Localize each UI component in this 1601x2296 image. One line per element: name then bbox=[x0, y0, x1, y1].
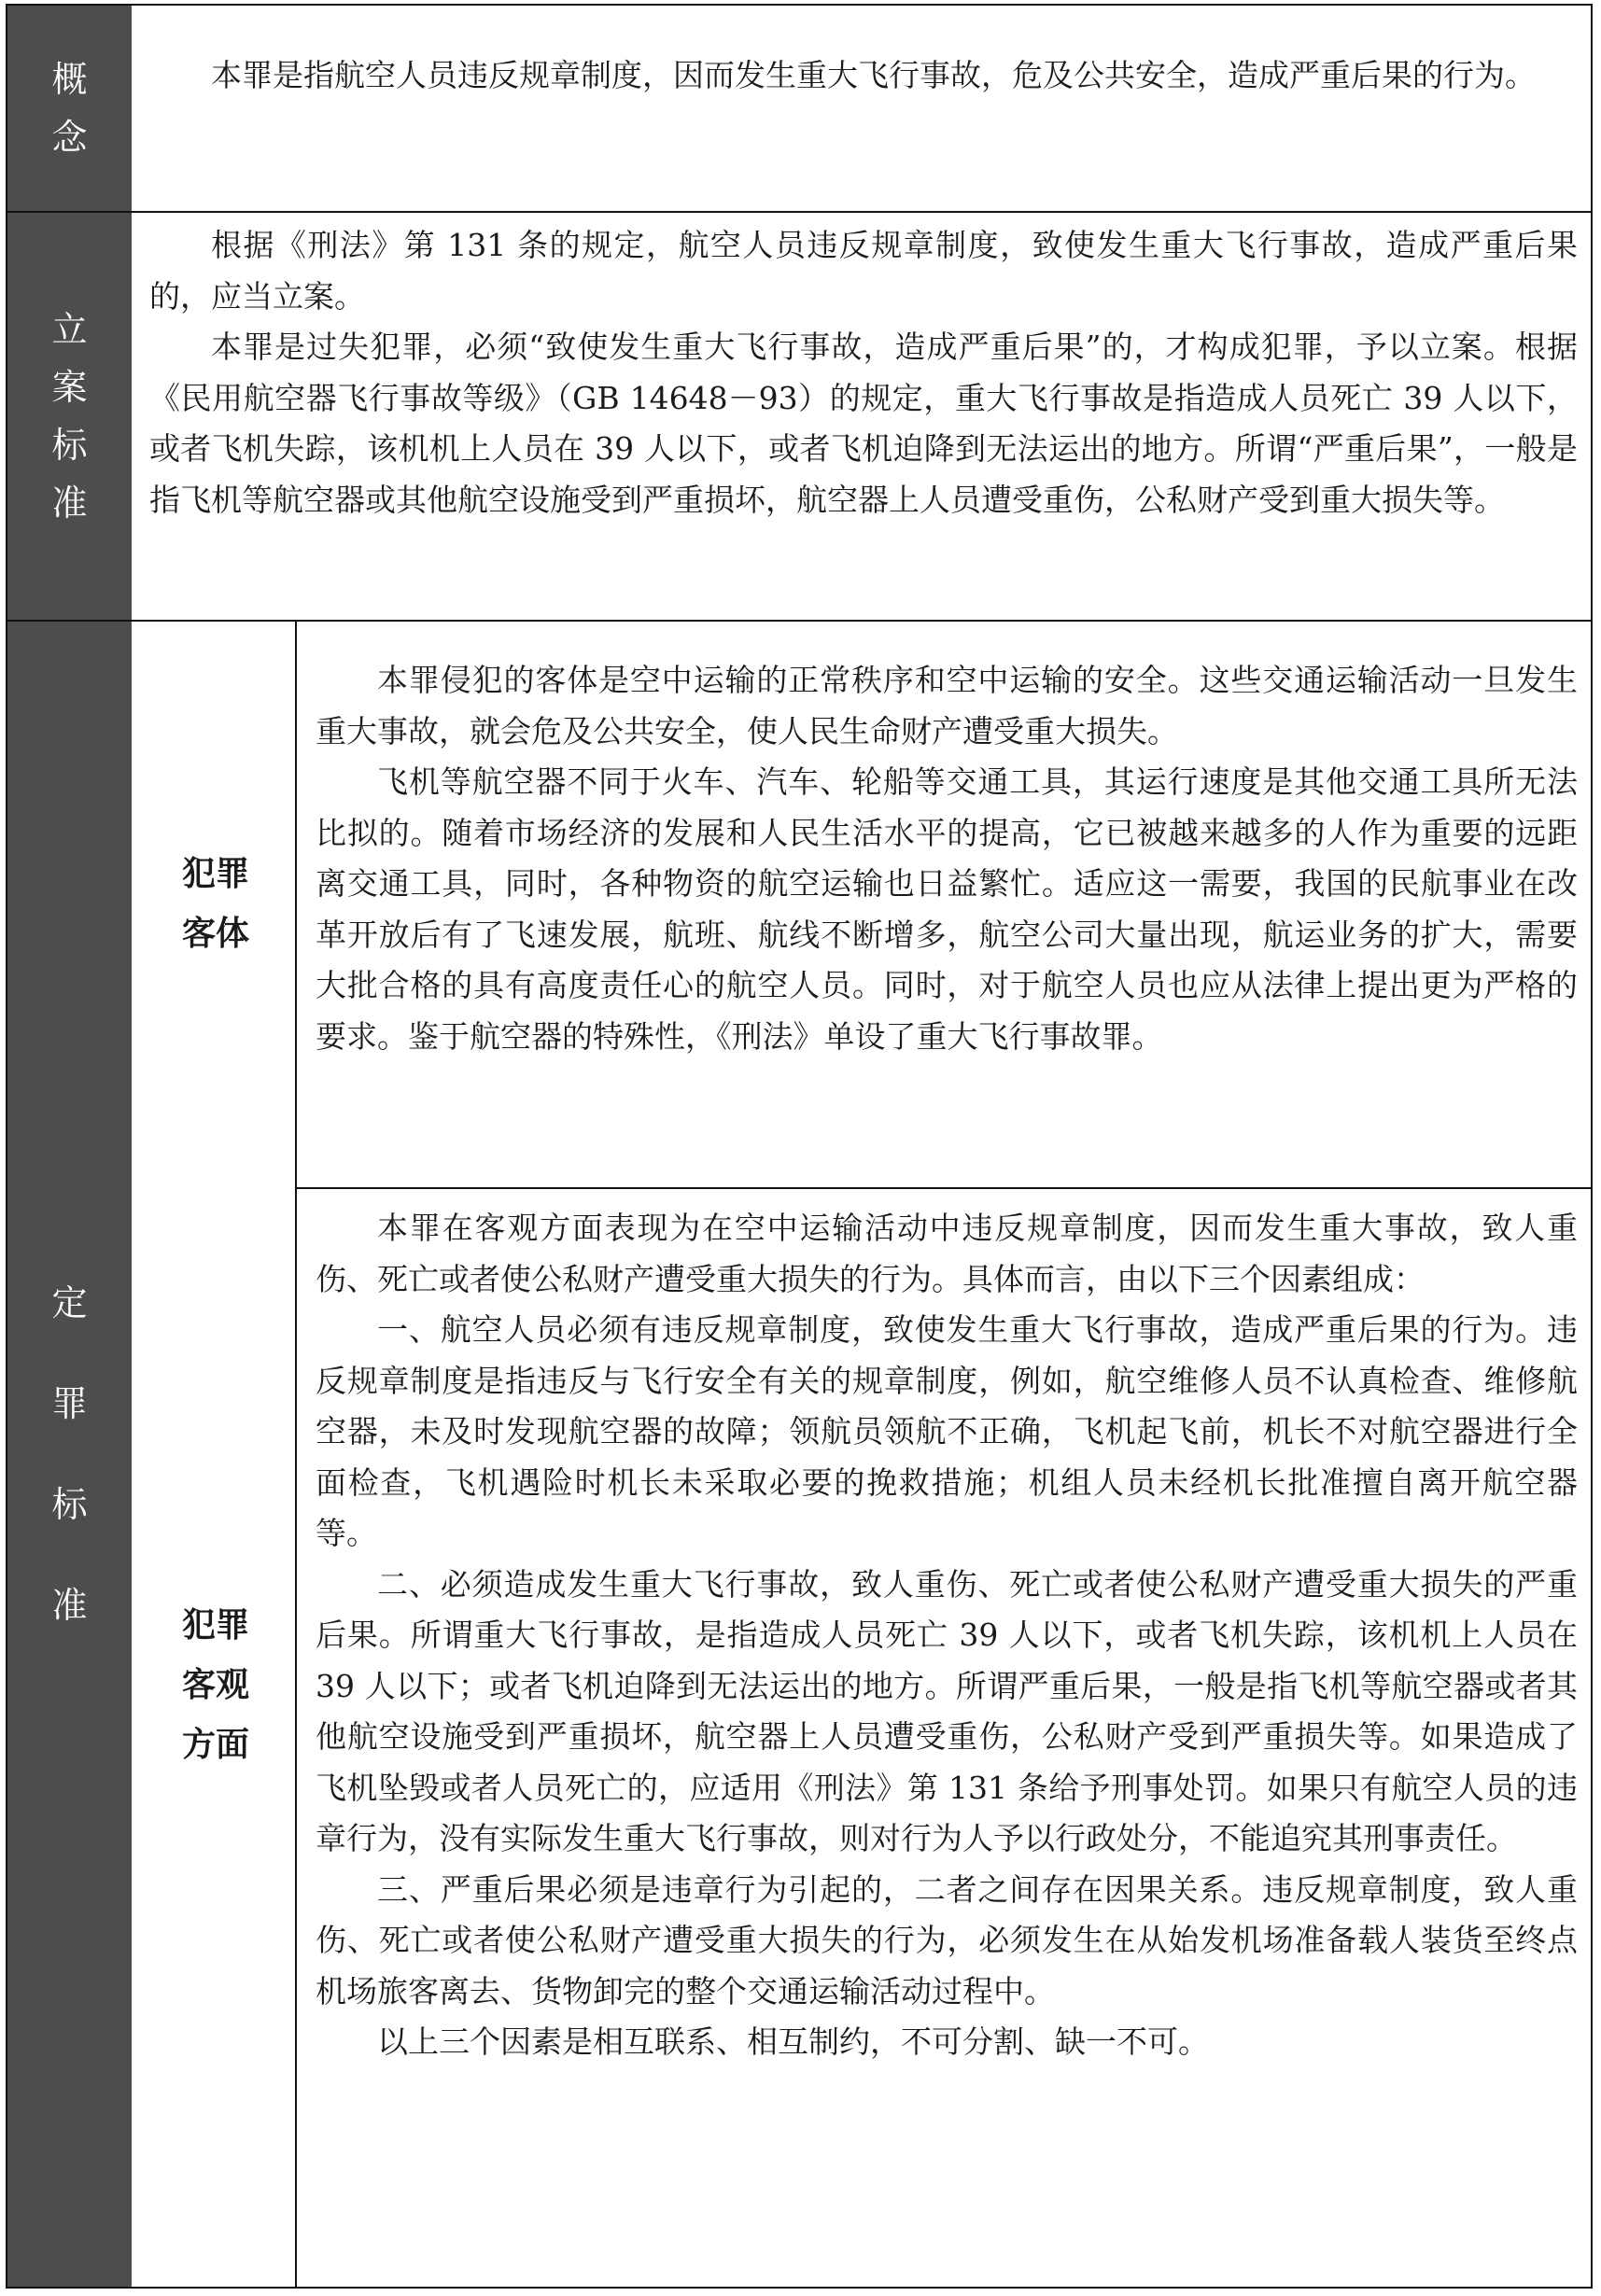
sublabel-chars bbox=[182, 1596, 249, 1775]
row-label-filing bbox=[7, 213, 132, 620]
sublabel-chars bbox=[182, 845, 249, 964]
sublabel-crime-object bbox=[133, 622, 298, 1187]
label-char: 准 bbox=[51, 1585, 88, 1626]
label-chars bbox=[51, 50, 87, 166]
sublabel-line: 犯罪 bbox=[181, 855, 249, 893]
paragraph: 本罪是指航空人员违反规章制度，因而发生重大飞行事故，危及公共安全，造成严重后果的行为。 bbox=[211, 57, 1536, 93]
crime-objective-content bbox=[316, 1203, 1578, 2068]
paragraph: 本罪是过失犯罪，必须“致使发生重大飞行事故，造成严重后果”的，才构成犯罪，予以立案。根据《民用航空器飞行事故等级》（GB 14648－93）的规定，重大飞行事故是指造成人员死亡 39 人以下，或者飞机失踪，该机机上人员在 39 人以下，或者飞机迫降到无法运出的地方。所谓“严重后果”，一般是指飞机等航空器或其他航空设施受到严重损坏，航空器上人员遭受重伤，公私财产受到重大损失等。 bbox=[149, 329, 1578, 518]
filing-content bbox=[149, 220, 1578, 525]
label-char: 案 bbox=[51, 367, 88, 408]
label-char: 标 bbox=[51, 425, 88, 466]
label-char: 罪 bbox=[51, 1383, 88, 1424]
paragraph: 根据《刑法》第 131 条的规定，航空人员违反规章制度，致使发生重大飞行事故，造成严重后果的，应当立案。 bbox=[149, 227, 1578, 315]
row-label-conviction bbox=[7, 622, 132, 2287]
crime-object-content bbox=[316, 655, 1578, 1062]
sub-row-divider bbox=[295, 1187, 1591, 1189]
document-table bbox=[6, 4, 1593, 2289]
row-divider bbox=[7, 211, 1591, 213]
sublabel-line: 方面 bbox=[181, 1726, 249, 1764]
label-chars bbox=[51, 1253, 87, 1656]
paragraph: 本罪侵犯的客体是空中运输的正常秩序和空中运输的安全。这些交通运输活动一旦发生重大事故，就会危及公共安全，使人民生命财产遭受重大损失。 bbox=[316, 662, 1578, 749]
label-char: 概 bbox=[51, 59, 88, 100]
paragraph: 一、航空人员必须有违反规章制度，致使发生重大飞行事故，造成严重后果的行为。违反规章制度是指违反与飞行安全有关的规章制度，例如，航空维修人员不认真检查、维修航空器，未及时发现航空器的故障；领航员领航不正确，飞机起飞前，机长不对航空器进行全面检查，飞机遇险时机长未采取必要的挽救措施；机组人员未经机长批准擅自离开航空器等。 bbox=[316, 1311, 1578, 1551]
sublabel-line: 客观 bbox=[181, 1666, 249, 1704]
sublabel-line: 客体 bbox=[181, 915, 249, 953]
paragraph: 三、严重后果必须是违章行为引起的，二者之间存在因果关系。违反规章制度，致人重伤、死亡或者使公私财产遭受重大损失的行为，必须发生在从始发机场准备载人装货至终点机场旅客离去、货物卸完的整个交通运输活动过程中。 bbox=[316, 1870, 1578, 2009]
concept-content bbox=[149, 50, 1578, 102]
label-char: 立 bbox=[51, 309, 88, 350]
paragraph: 本罪在客观方面表现为在空中运输活动中违反规章制度，因而发生重大事故，致人重伤、死亡或者使公私财产遭受重大损失的行为。具体而言，由以下三个因素组成： bbox=[316, 1210, 1578, 1297]
sublabel-crime-objective bbox=[133, 1518, 298, 1854]
label-char: 标 bbox=[51, 1484, 88, 1525]
sublabel-line: 犯罪 bbox=[181, 1606, 249, 1645]
label-chars bbox=[51, 301, 87, 532]
label-char: 定 bbox=[51, 1282, 88, 1323]
label-char: 准 bbox=[51, 483, 88, 524]
row-label-concept bbox=[7, 6, 132, 211]
paragraph: 以上三个因素是相互联系、相互制约，不可分割、缺一不可。 bbox=[377, 2023, 1209, 2060]
label-char: 念 bbox=[51, 117, 88, 158]
paragraph: 飞机等航空器不同于火车、汽车、轮船等交通工具，其运行速度是其他交通工具所无法比拟的。随着市场经济的发展和人民生活水平的提高，它已被越来越多的人作为重要的远距离交通工具，同时，各种物资的航空运输也日益繁忙。适应这一需要，我国的民航事业在改革开放后有了飞速发展，航班、航线不断增多，航空公司大量出现，航运业务的扩大，需要大批合格的具有高度责任心的航空人员。同时，对于航空人员也应从法律上提出更为严格的要求。鉴于航空器的特殊性，《刑法》单设了重大飞行事故罪。 bbox=[316, 763, 1578, 1055]
paragraph: 二、必须造成发生重大飞行事故，致人重伤、死亡或者使公私财产遭受重大损失的严重后果。所谓重大飞行事故，是指造成人员死亡 39 人以下，或者飞机失踪，该机机上人员在 39 人以下；或者飞机迫降到无法运出的地方。所谓严重后果，一般是指飞机等航空器或者其他航空设施受到严重损坏，航空器上人员遭受重伤，公私财产受到严重损失等。如果造成了飞机坠毁或者人员死亡的，应适用《刑法》第 131 条给予刑事处罚。如果只有航空人员的违章行为，没有实际发生重大飞行事故，则对行为人予以行政处分，不能追究其刑事责任。 bbox=[316, 1565, 1578, 1856]
